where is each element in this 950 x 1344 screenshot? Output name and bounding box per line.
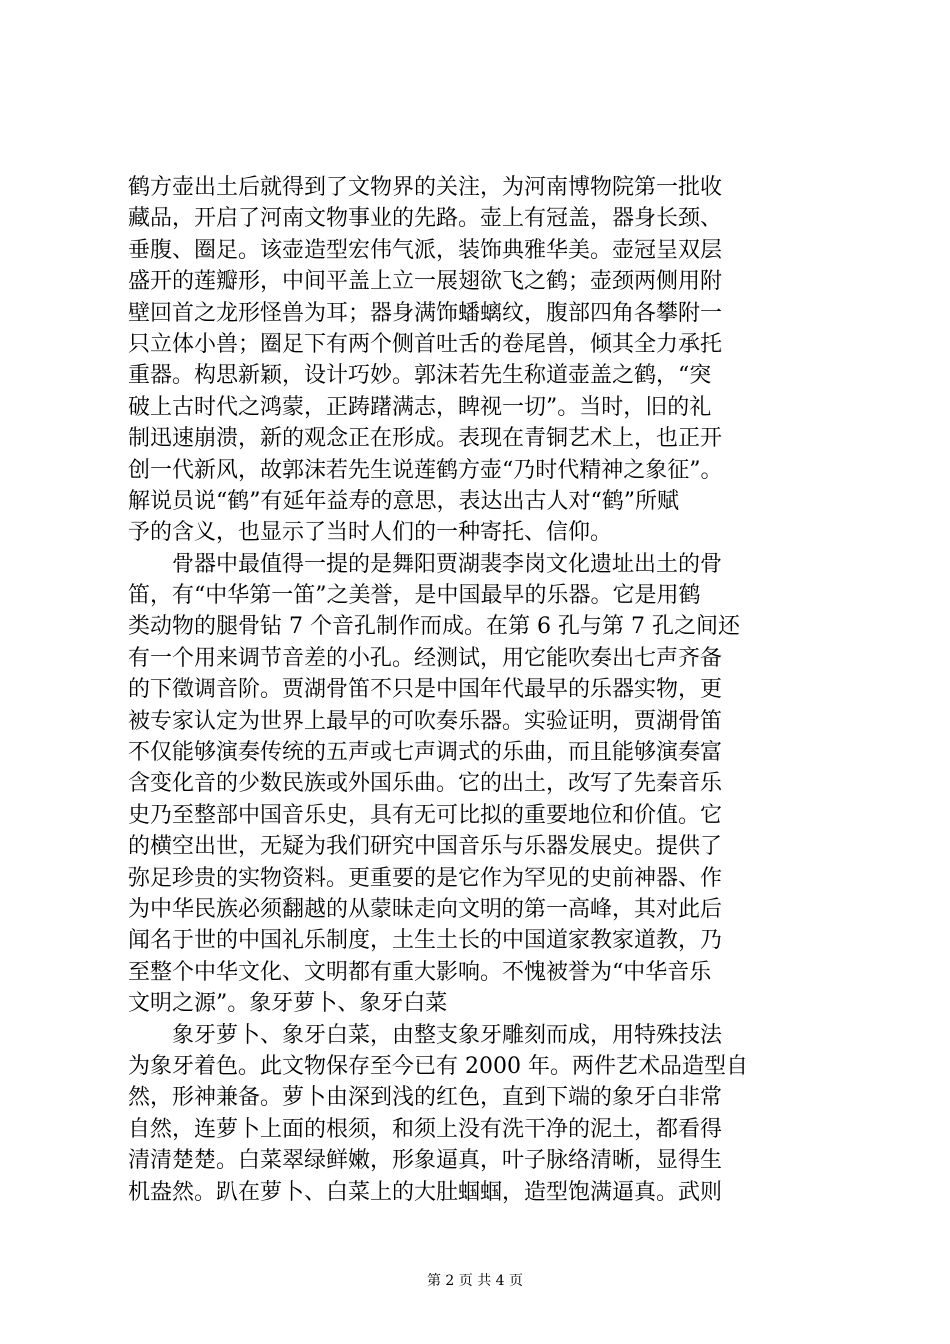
text-line: 的下徵调音阶。贾湖骨笛不只是中国年代最早的乐器实物，更 (128, 677, 723, 703)
text-line: 的横空出世，无疑为我们研究中国音乐与乐器发展史。提供了 (128, 834, 723, 860)
text-line: 只立体小兽；圈足下有两个侧首吐舌的卷尾兽，倾其全力承托 (128, 331, 723, 357)
text-line: 予的含义，也显示了当时人们的一种寄托、信仰。 (128, 520, 613, 546)
text-line: 机盎然。趴在萝卜、白菜上的大肚蝈蝈，造型饱满逼真。武则 (128, 1179, 723, 1205)
text-line: 制迅速崩溃，新的观念正在形成。表现在青铜艺术上，也正开 (128, 426, 723, 452)
text-line: 类动物的腿骨钻 7 个音孔制作而成。在第 6 孔与第 7 孔之间还 (128, 614, 740, 640)
text-line: 为中华民族必须翻越的从蒙昧走向文明的第一高峰，其对此后 (128, 896, 723, 922)
text-line: 至整个中华文化、文明都有重大影响。不愧被誉为“中华音乐 (128, 959, 712, 985)
text-line: 为象牙着色。此文物保存至今已有 2000 年。两件艺术品造型自 (128, 1053, 748, 1079)
text-line: 破上古时代之鸿蒙，正踌躇满志，睥视一切”。当时，旧的礼 (128, 394, 712, 420)
text-line: 笛，有“中华第一笛”之美誉，是中国最早的乐器。它是用鹤 (128, 583, 701, 609)
text-line: 垂腹、圈足。该壶造型宏伟气派，装饰典雅华美。壶冠呈双层 (128, 237, 723, 263)
page-footer: 第 2 页 共 4 页 (426, 1273, 524, 1289)
text-line: 解说员说“鹤”有延年益寿的意思，表达出古人对“鹤”所赋 (128, 488, 679, 514)
text-line: 重器。构思新颖，设计巧妙。郭沫若先生称道壶盖之鹤，“突 (128, 363, 712, 389)
text-line: 藏品，开启了河南文物事业的先路。壶上有冠盖，器身长颈、 (128, 206, 723, 232)
text-line: 含变化音的少数民族或外国乐曲。它的出土，改写了先秦音乐 (128, 771, 723, 797)
text-line: 有一个用来调节音差的小孔。经测试，用它能吹奏出七声齐备 (128, 645, 723, 671)
text-line: 盛开的莲瓣形，中间平盖上立一展翅欲飞之鹤；壶颈两侧用附 (128, 269, 723, 295)
text-line: 不仅能够演奏传统的五声或七声调式的乐曲，而且能够演奏富 (128, 740, 723, 766)
text-line: 自然，连萝卜上面的根须，和须上没有洗干净的泥土，都看得 (128, 1116, 723, 1142)
text-line: 史乃至整部中国音乐史，具有无可比拟的重要地位和价值。它 (128, 802, 723, 828)
text-line: 闻名于世的中国礼乐制度，土生土长的中国道家教家道教，乃 (128, 928, 723, 954)
text-line: 文明之源”。象牙萝卜、象牙白菜 (128, 991, 448, 1017)
text-line: 象牙萝卜、象牙白菜，由整支象牙雕刻而成，用特殊技法 (128, 1022, 723, 1048)
text-line: 清清楚楚。白菜翠绿鲜嫩，形象逼真，叶子脉络清晰，显得生 (128, 1148, 723, 1174)
text-line: 鹤方壶出土后就得到了文物界的关注，为河南博物院第一批收 (128, 175, 723, 200)
text-line: 然，形神兼备。萝卜由深到浅的红色，直到下端的象牙白非常 (128, 1085, 723, 1111)
text-line: 骨器中最值得一提的是舞阳贾湖裴李岗文化遗址出土的骨 (128, 551, 723, 577)
body-text (128, 172, 828, 1208)
text-line: 创一代新风，故郭沫若先生说莲鹤方壶“乃时代精神之象征”。 (128, 457, 723, 483)
text-line: 壁回首之龙形怪兽为耳；器身满饰蟠螭纹，腹部四角各攀附一 (128, 300, 723, 326)
text-line: 弥足珍贵的实物资料。更重要的是它作为罕见的史前神器、作 (128, 865, 723, 891)
text-line: 被专家认定为世界上最早的可吹奏乐器。实验证明，贾湖骨笛 (128, 708, 723, 734)
